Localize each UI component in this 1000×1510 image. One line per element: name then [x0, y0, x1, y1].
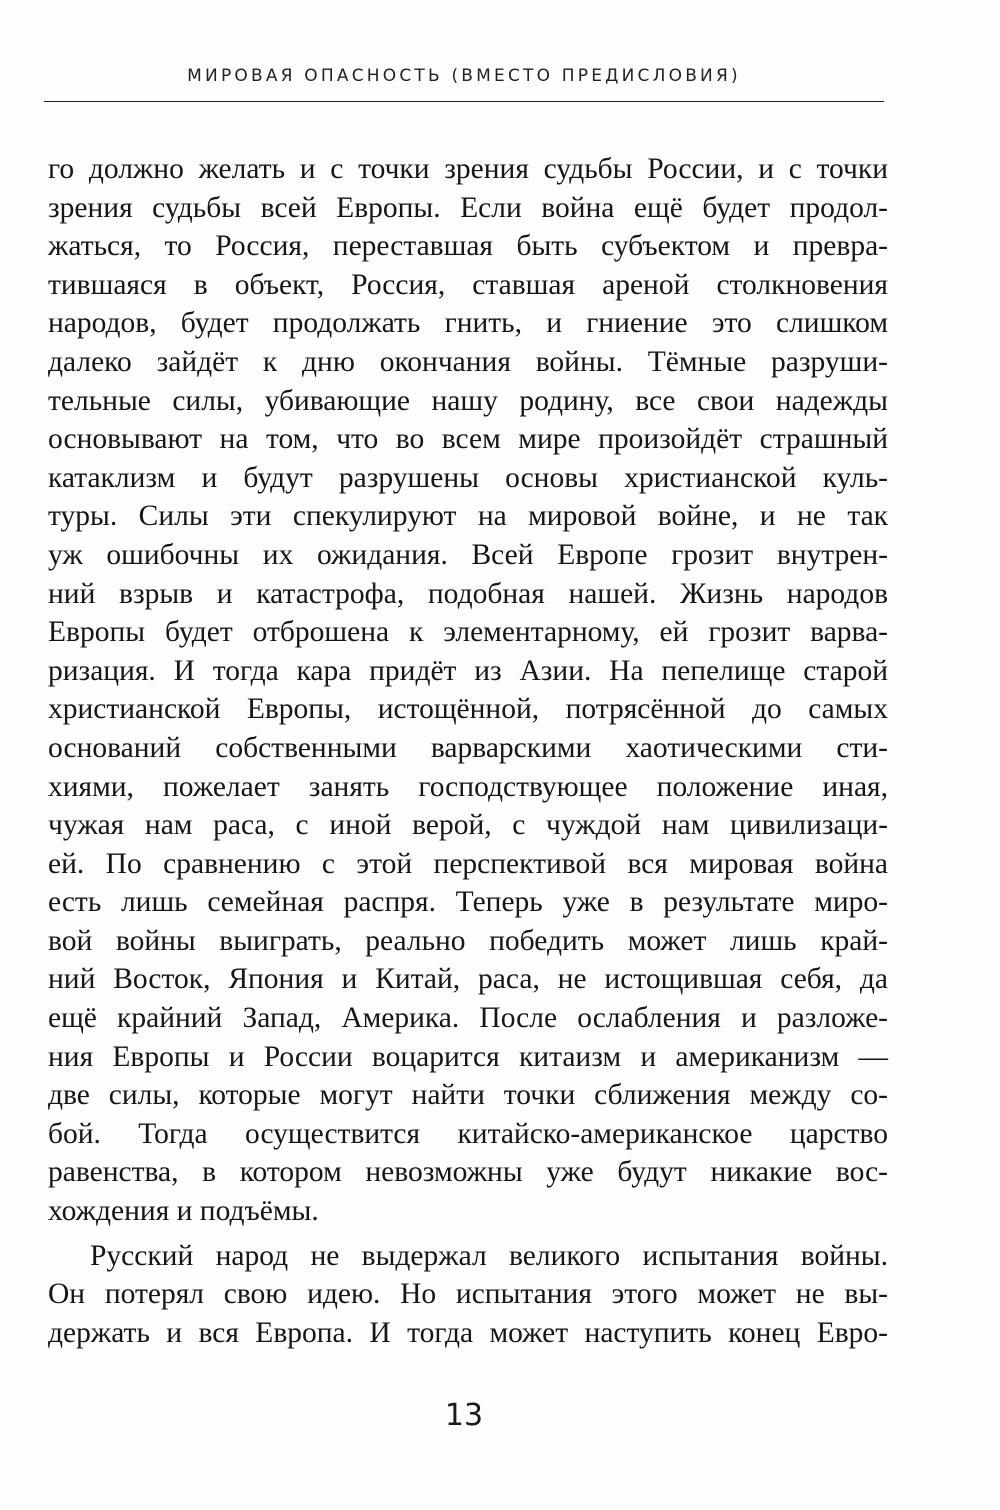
- text-line: тившаяся в объект, Россия, ставшая ареной столкновения: [48, 268, 888, 301]
- text-line: ризация. И тогда кара придёт из Азии. На пепелище старой: [48, 654, 888, 687]
- text-line: есть лишь семейная распря. Теперь уже в результате миро-: [48, 886, 888, 919]
- text-line: тельные силы, убивающие нашу родину, все свои надежды: [48, 384, 888, 417]
- paragraph-1: [48, 150, 888, 1231]
- text-line: бой. Тогда осуществится китайско-американское царство: [48, 1117, 888, 1150]
- text-line: оснований собственными варварскими хаотическими сти-: [48, 731, 888, 764]
- header-rule: [44, 101, 884, 102]
- text-line: ния Европы и России воцарится китаизм и американизм —: [48, 1040, 888, 1073]
- text-line: ей. По сравнению с этой перспективой вся мировая война: [48, 847, 888, 880]
- text-line: ещё крайний Запад, Америка. После ослабления и разложе-: [48, 1002, 888, 1035]
- text-line: далеко зайдёт к дню окончания войны. Тёмные разруши-: [48, 345, 888, 378]
- body-text: [48, 150, 888, 1352]
- text-line: Он потерял свою идею. Но испытания этого может не вы-: [48, 1278, 888, 1311]
- text-line: равенства, в котором невозможны уже будут никакие вос-: [48, 1156, 888, 1189]
- text-line: чужая нам раса, с иной верой, с чуждой нам цивилизаци-: [48, 809, 888, 842]
- text-line: катаклизм и будут разрушены основы христианской куль-: [48, 461, 888, 494]
- text-line: го должно желать и с точки зрения судьбы России, и с точки: [48, 153, 888, 185]
- text-line: основывают на том, что во всем мире произойдёт страшный: [48, 423, 888, 456]
- text-line: народов, будет продолжать гнить, и гниение это слишком: [48, 307, 888, 340]
- text-line: хождения и подъёмы.: [48, 1195, 319, 1228]
- text-line: две силы, которые могут найти точки сближения между со-: [48, 1079, 888, 1112]
- page-number: 13: [444, 1398, 484, 1433]
- text-line: туры. Силы эти спекулируют на мировой войне, и не так: [48, 500, 888, 533]
- text-line: Европы будет отброшена к элементарному, ей грозит варва-: [48, 616, 888, 649]
- text-line: зрения судьбы всей Европы. Если война ещё будет продол-: [48, 191, 888, 224]
- text-line: хиями, пожелает занять господствующее положение иная,: [48, 770, 888, 803]
- running-head: МИРОВАЯ ОПАСНОСТЬ (ВМЕСТО ПРЕДИСЛОВИЯ): [187, 66, 741, 86]
- text-line: Русский народ не выдержал великого испытания войны.: [90, 1239, 888, 1272]
- text-line: держать и вся Европа. И тогда может наступить конец Евро-: [48, 1316, 888, 1349]
- text-line: вой войны выиграть, реально победить может лишь край-: [48, 924, 888, 957]
- text-line: христианской Европы, истощённой, потрясённой до самых: [48, 693, 888, 726]
- text-line: ний взрыв и катастрофа, подобная нашей. Жизнь народов: [48, 577, 888, 610]
- text-line: уж ошибочны их ожидания. Всей Европе грозит внутрен-: [48, 538, 888, 571]
- text-line: жаться, то Россия, переставшая быть субъектом и превра-: [48, 230, 888, 263]
- text-line: ний Восток, Япония и Китай, раса, не истощившая себя, да: [48, 963, 888, 996]
- paragraph-2: [48, 1237, 888, 1353]
